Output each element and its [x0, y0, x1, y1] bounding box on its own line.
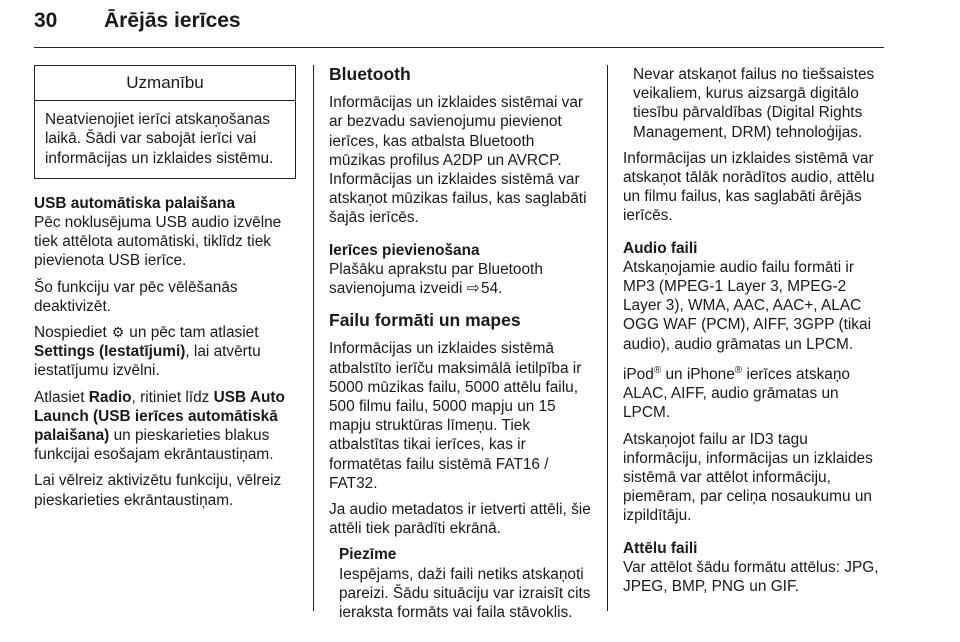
paragraph	[34, 323, 296, 381]
text-run: Nospiediet	[34, 324, 107, 342]
text-run: , lai atvērtu iestatījumu izvēlni.	[34, 343, 261, 380]
gear-icon: ⚙	[111, 324, 125, 341]
registered-mark: ®	[734, 364, 743, 376]
bluetooth-heading: Bluetooth	[329, 64, 411, 84]
paragraph: Ja audio metadatos ir ietverti attēli, šie attēli tiek parādīti ekrānā.	[329, 501, 591, 538]
audio-files-heading: Audio faili	[623, 239, 698, 257]
text-run: iPod	[623, 365, 654, 383]
paragraph: Informācijas un izklaides sistēmā atbalstīto ierīču maksimālā ietilpība ir 5000 mūzikas failu, 5000 attēlu failu, 500 filmu failu, 5000 mapju un 15 mapju struktūras līmeņu. Tiek atbalstītas tikai ierīces, kas ir formatētas failu sistēmā FAT16 / FAT32.	[329, 340, 582, 492]
note-continued: Nevar atskaņot failus no tiešsaistes veikaliem, kurus aizsargā digitālo tiesību pārvaldības (Digital Rights Management, DRM) tehnoloģijas.	[633, 66, 875, 141]
paragraph: Šo funkciju var pēc vēlēšanās deaktivizēt.	[34, 278, 238, 315]
column-divider	[607, 65, 608, 611]
image-files-heading: Attēlu faili	[623, 539, 698, 557]
column-right	[623, 65, 885, 603]
text-run: Atlasiet	[34, 388, 85, 406]
page-reference: 54.	[481, 280, 503, 298]
radio-label: Radio	[88, 388, 132, 406]
paragraph: Lai vēlreiz aktivizētu funkciju, vēlreiz pieskarieties ekrāntaustiņam.	[34, 472, 282, 509]
paragraph: Pēc noklusējuma USB audio izvēlne tiek attēlota automātiski, tiklīdz tiek pievienota USB ierīce.	[34, 214, 282, 270]
page-reference-icon: ⇨	[466, 280, 480, 298]
text-run: un iPhone	[665, 365, 735, 383]
settings-label: Settings (Iestatījumi)	[34, 343, 186, 361]
paragraph: Atskaņojamie audio failu formāti ir MP3 (MPEG-1 Layer 3, MPEG-2 Layer 3), WMA, AAC, AAC+, ALAC OGG WAF (PCM), AIFF, 3GPP (tikai audio), audio grāmatas un LPCM.	[623, 258, 871, 353]
caution-body: Neatvienojiet ierīci atskaņošanas laikā. Šādi var sabojāt ierīci vai informācijas un izklaides sistēmu.	[45, 111, 274, 167]
page-header	[34, 0, 884, 50]
column-left	[34, 65, 296, 517]
device-connect-heading: Ierīces pievienošana	[329, 241, 480, 259]
paragraph: Atskaņojot failu ar ID3 tagu informāciju, informācijas un izklaides sistēmā var attēlot informāciju, piemēram, par celiņa nosaukumu un izpildītāju.	[623, 430, 873, 525]
text-run: un pēc tam atlasiet	[129, 324, 259, 342]
note-text: Iespējams, daži faili netiks atskaņoti pareizi. Šādu situāciju var izraisīt cits ieraksta formāts vai faila stāvoklis.	[339, 565, 591, 622]
note-box	[329, 545, 591, 622]
header-rule	[34, 47, 884, 48]
paragraph	[34, 388, 296, 465]
note-heading: Piezīme	[339, 546, 397, 564]
paragraph: Informācijas un izklaides sistēmai var ar bezvadu savienojumu pievienot ierīces, kas atbalsta Bluetooth mūzikas profilus A2DP un AVRCP. Informācijas un izklaides sistēmā var atskaņot mūzikas failus, kas saglabāti šajās ierīcēs.	[329, 94, 587, 227]
section-title: Ārējās ierīces	[104, 9, 241, 32]
caution-title: Uzmanību	[35, 66, 295, 101]
text-run: un pieskarieties blakus funkcijai esošajam ekrāntaustiņam.	[34, 427, 274, 464]
text-run: Plašāku aprakstu par Bluetooth savienojuma izveidi	[329, 260, 543, 298]
paragraph: Informācijas un izklaides sistēmā var atskaņot tālāk norādītos audio, attēlu un filmu failus, kas saglabāti ārējās ierīcēs.	[623, 149, 875, 225]
column-middle	[329, 65, 591, 629]
registered-mark: ®	[653, 364, 662, 376]
text-run: ierīces atskaņo ALAC, AIFF, audio grāmatas un LPCM.	[623, 365, 850, 422]
paragraph	[329, 260, 591, 298]
caution-box	[34, 65, 296, 179]
text-run: , ritiniet līdz	[131, 388, 210, 406]
column-divider	[313, 65, 314, 611]
paragraph: Var attēlot šādu formātu attēlus: JPG, JPEG, BMP, PNG un GIF.	[623, 558, 879, 595]
usb-autolaunch-heading: USB automātiska palaišana	[34, 194, 236, 212]
file-formats-heading: Failu formāti un mapes	[329, 310, 521, 331]
usb-auto-launch-label: USB Auto Launch (USB ierīces automātiskā palaišana)	[34, 388, 285, 445]
paragraph	[623, 361, 885, 423]
page-number: 30	[34, 9, 58, 32]
